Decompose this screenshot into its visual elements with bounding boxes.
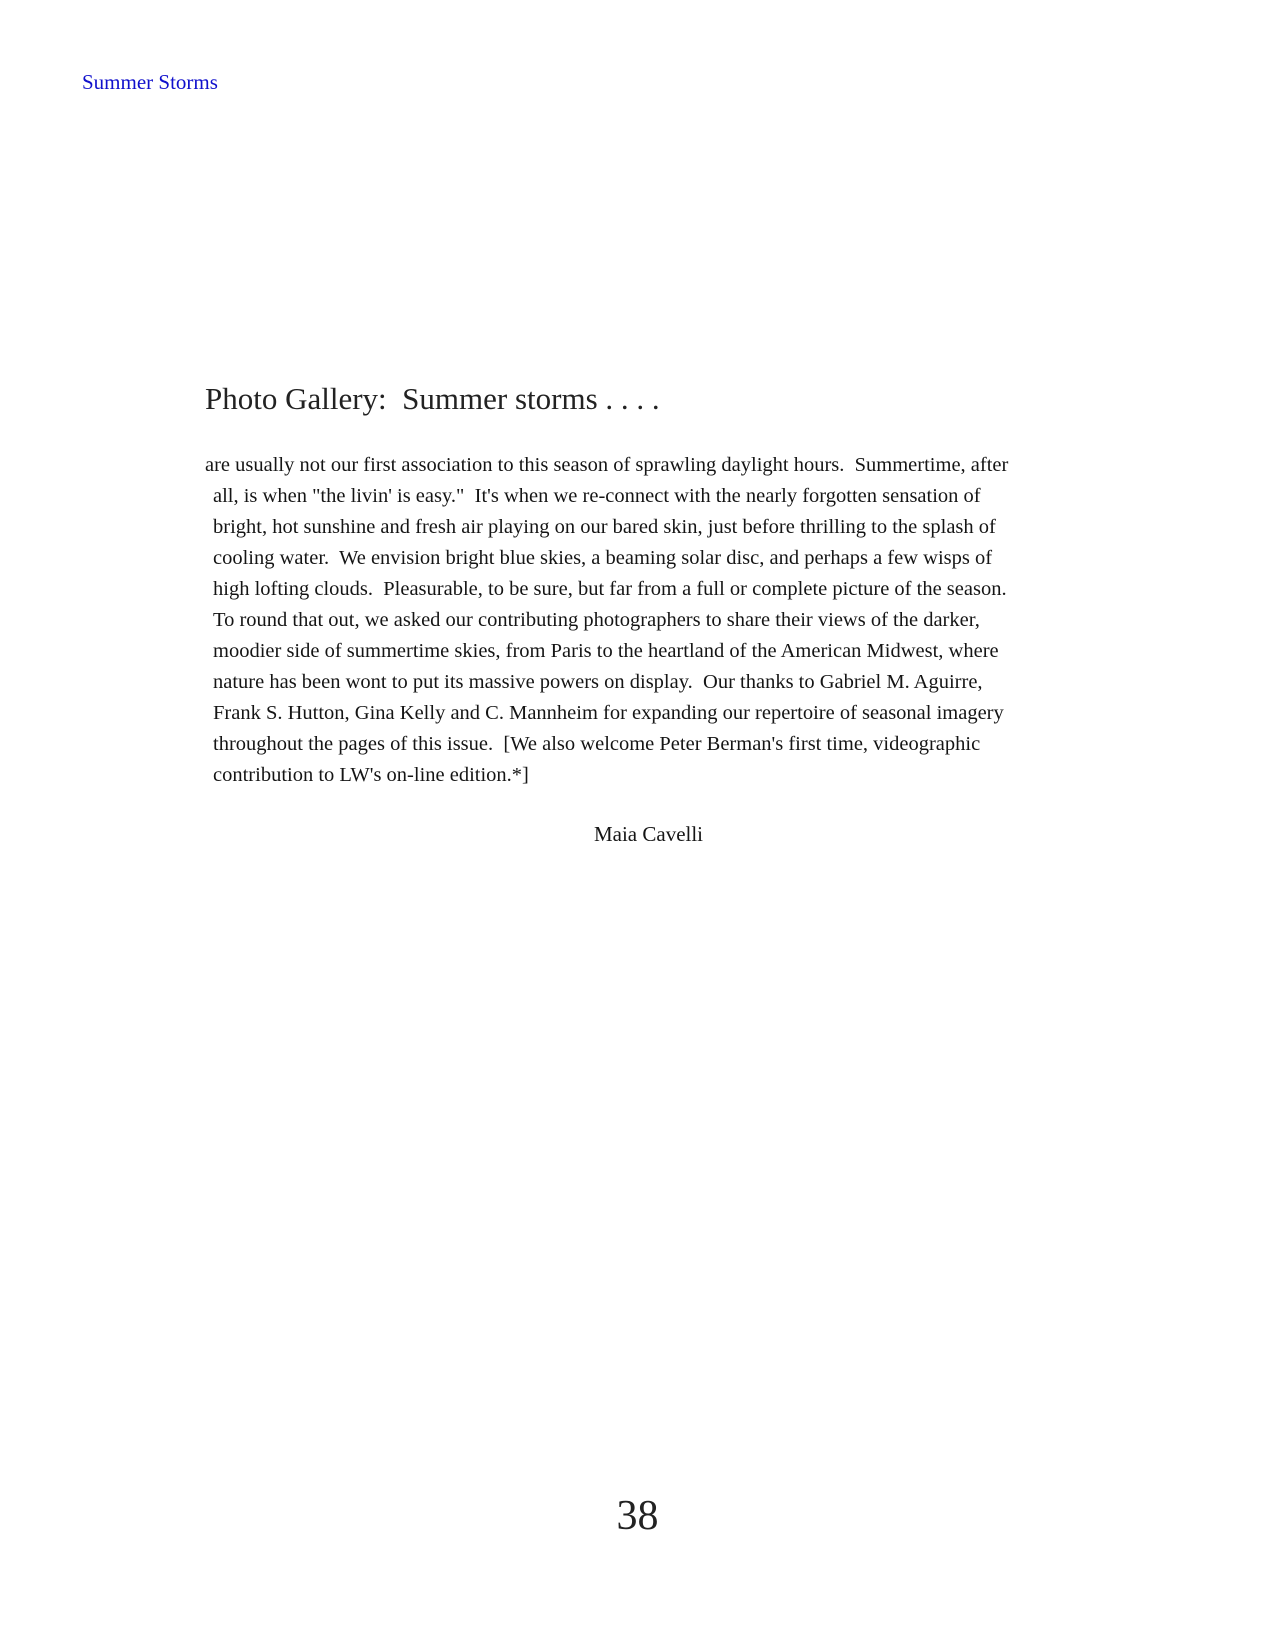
running-header-link[interactable]: Summer Storms bbox=[82, 70, 218, 94]
body-line: nature has been wont to put its massive powers on display. Our thanks to Gabriel M. Aguirre, bbox=[213, 671, 983, 693]
body-line: all, is when "the livin' is easy." It's when we re-connect with the nearly forgotten sensation of bbox=[213, 485, 981, 507]
author-byline: Maia Cavelli bbox=[593, 822, 704, 846]
body-line: throughout the pages of this issue. [We also welcome Peter Berman's first time, videographic bbox=[213, 733, 981, 755]
body-line: Frank S. Hutton, Gina Kelly and C. Mannheim for expanding our repertoire of seasonal imagery bbox=[213, 702, 1004, 724]
page-number: 38 bbox=[616, 1493, 659, 1539]
body-line: are usually not our first association to this season of sprawling daylight hours. Summertime, after bbox=[205, 454, 1009, 476]
body-line: contribution to LW's on-line edition.*] bbox=[213, 764, 529, 786]
body-line: To round that out, we asked our contributing photographers to share their views of the darker, bbox=[213, 609, 980, 631]
body-line: cooling water. We envision bright blue skies, a beaming solar disc, and perhaps a few wisps of bbox=[213, 547, 993, 569]
body-line: bright, hot sunshine and fresh air playing on our bared skin, just before thrilling to the splash of bbox=[213, 516, 996, 538]
body-line: high lofting clouds. Pleasurable, to be sure, but far from a full or complete picture of the season. bbox=[213, 578, 1007, 600]
body-line: moodier side of summertime skies, from Paris to the heartland of the American Midwest, where bbox=[213, 640, 999, 662]
article-body bbox=[205, 450, 1105, 791]
page-title: Photo Gallery: Summer storms . . . . bbox=[205, 381, 660, 416]
